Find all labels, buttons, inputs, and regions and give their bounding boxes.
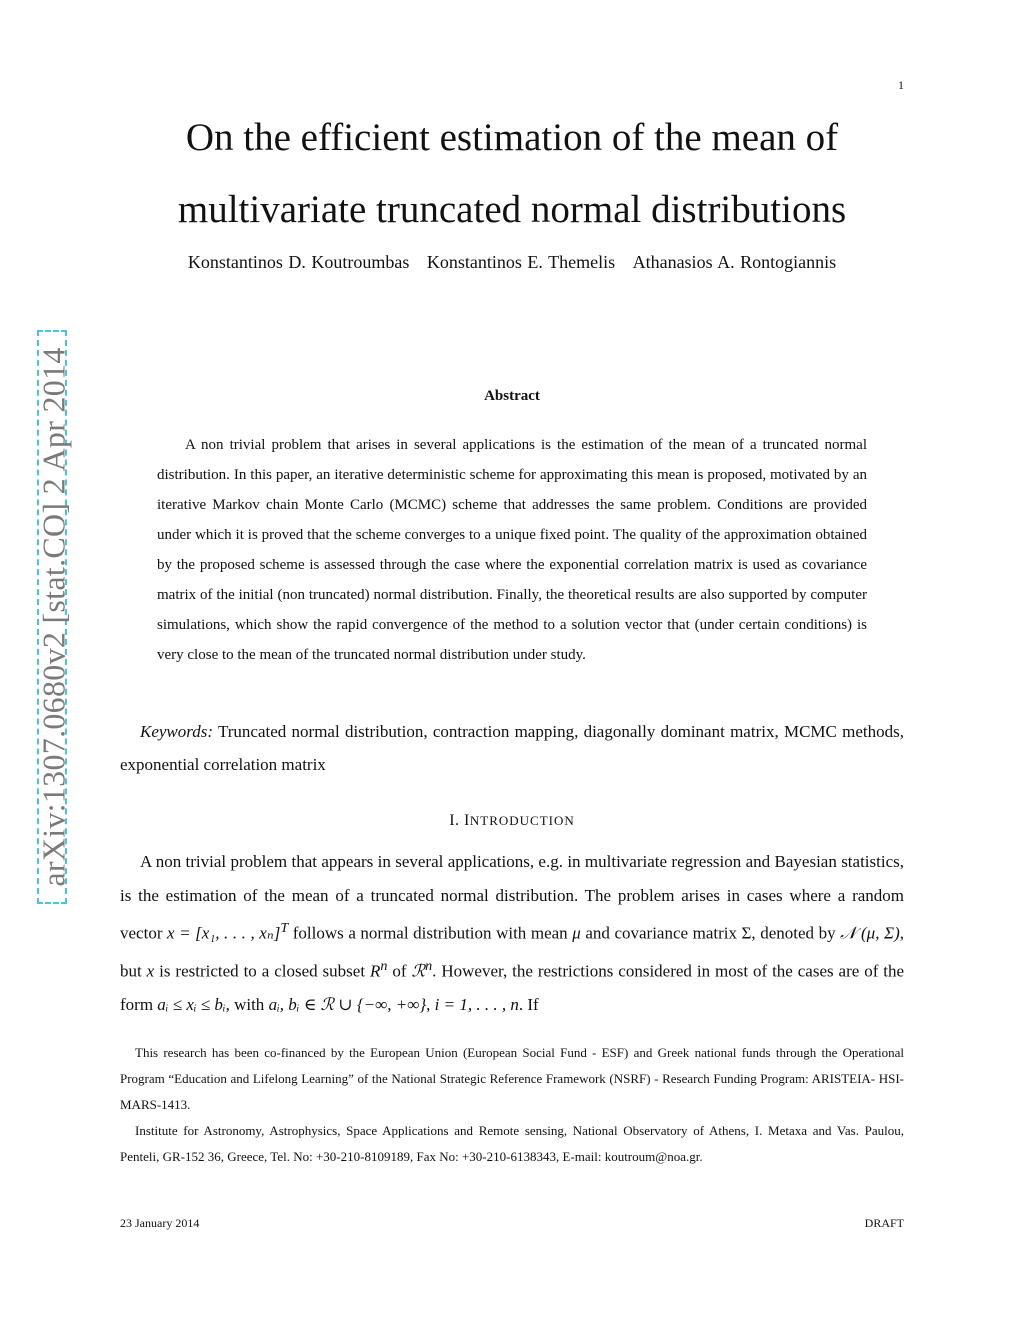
section-number: I.: [449, 812, 460, 829]
footnote-affiliation: Institute for Astronomy, Astrophysics, Space Applications and Remote sensing, National Observatory of Athens, I. Metaxa and Vas. Paulou, Penteli, GR-152 36, Greece, Tel. No: +30-210-8109189, Fax No: +30-210-6138343, E-mail: koutroum@noa.gr.: [120, 1123, 904, 1164]
paper-title: [100, 102, 924, 246]
symbol-n-sup-2: n: [425, 958, 433, 975]
arxiv-sidebar: [10, 330, 70, 904]
introduction-paragraph: [120, 845, 904, 1022]
title-line-2: multivariate truncated normal distributions: [177, 188, 847, 231]
intro-text-5: is restricted to a closed subset: [159, 961, 366, 981]
footnote-funding: This research has been co-financed by the European Union (European Social Fund - ESF) and Greek national funds through the Operational Program “Education and Lifelong Learning” of the National Strategic Reference Framework (NSRF) - Research Funding Program: ARISTEIA- HSI-MARS-1413.: [120, 1045, 904, 1112]
footer-date: 23 January 2014: [120, 1216, 200, 1230]
section-heading: [100, 812, 924, 830]
abstract-heading: Abstract: [484, 388, 540, 404]
author-1: Konstantinos D. Koutroumbas: [187, 252, 410, 272]
author-3: Athanasios A. Rontogiannis: [632, 252, 837, 272]
symbol-n-sup-1: n: [380, 958, 388, 975]
page-number: 1: [898, 78, 904, 92]
keywords: [120, 715, 904, 781]
symbol-x: x: [146, 961, 155, 981]
intro-text-9: ,: [426, 995, 431, 1015]
symbol-mu: μ: [572, 923, 581, 943]
equation-transpose: T: [280, 920, 289, 936]
intro-text-3: and covariance matrix Σ, denoted by: [585, 923, 836, 943]
intro-text-1: A non trivial problem that appears in several applications, e.g. in multivariate regression and Bayesian statistics, is the estimation of the mean of a truncated normal distribution. The problem arises in cases where a random vector: [120, 852, 904, 943]
intro-text-2: follows a normal distribution with mean: [292, 923, 568, 943]
intro-text-7: . However, the restrictions considered in most of the cases are of the form: [120, 961, 905, 1015]
abstract-text: A non trivial problem that arises in several applications is the estimation of the mean of a truncated normal distribution. In this paper, an iterative deterministic scheme for approximating this mean is proposed, motivated by an iterative Markov chain Monte Carlo (MCMC) scheme that addresses the same problem. Conditions are provided under which it is proved that the scheme converges to a unique fixed point. The quality of the approximation obtained by the proposed scheme is assessed through the case where the exponential correlation matrix is used as covariance matrix of the initial (non truncated) normal distribution. Finally, the theoretical results are also supported by computer simulations, which show the rapid convergence of the method to a solution vector that (under certain conditions) is very close to the mean of the truncated normal distribution under study.: [157, 437, 867, 663]
equation-inequality: aᵢ ≤ xᵢ ≤ bᵢ: [157, 995, 226, 1015]
section-title-rest: NTRODUCTION: [469, 813, 575, 828]
intro-text-4: , but: [120, 923, 905, 981]
arxiv-stamp: arXiv:1307.0680v2 [stat.CO] 2 Apr 2014: [35, 347, 72, 887]
equation-x-vector: x = [x₁, . . . , xₙ]: [167, 923, 281, 943]
keywords-label: Keywords:: [140, 722, 214, 741]
author-list: [100, 252, 924, 273]
intro-text-6: of: [392, 961, 407, 981]
symbol-script-R: ℛ: [411, 961, 426, 981]
equation-index-range: i = 1, . . . , n: [434, 995, 519, 1015]
intro-text-10: . If: [518, 995, 539, 1015]
keywords-text: Truncated normal distribution, contraction mapping, diagonally dominant matrix, MCMC methods, exponential correlation matrix: [120, 722, 904, 774]
intro-text-8: , with: [225, 995, 265, 1015]
author-2: Konstantinos E. Themelis: [426, 252, 616, 272]
equation-ab-set: aᵢ, bᵢ ∈ ℛ ∪ {−∞, +∞}: [268, 995, 427, 1015]
section-first-letter: I: [464, 812, 470, 829]
symbol-R: R: [370, 961, 381, 981]
footer-draft: DRAFT: [864, 1216, 904, 1230]
equation-normal-dist: 𝒩 (μ, Σ): [840, 923, 900, 943]
title-line-1: On the efficient estimation of the mean of: [185, 116, 839, 159]
